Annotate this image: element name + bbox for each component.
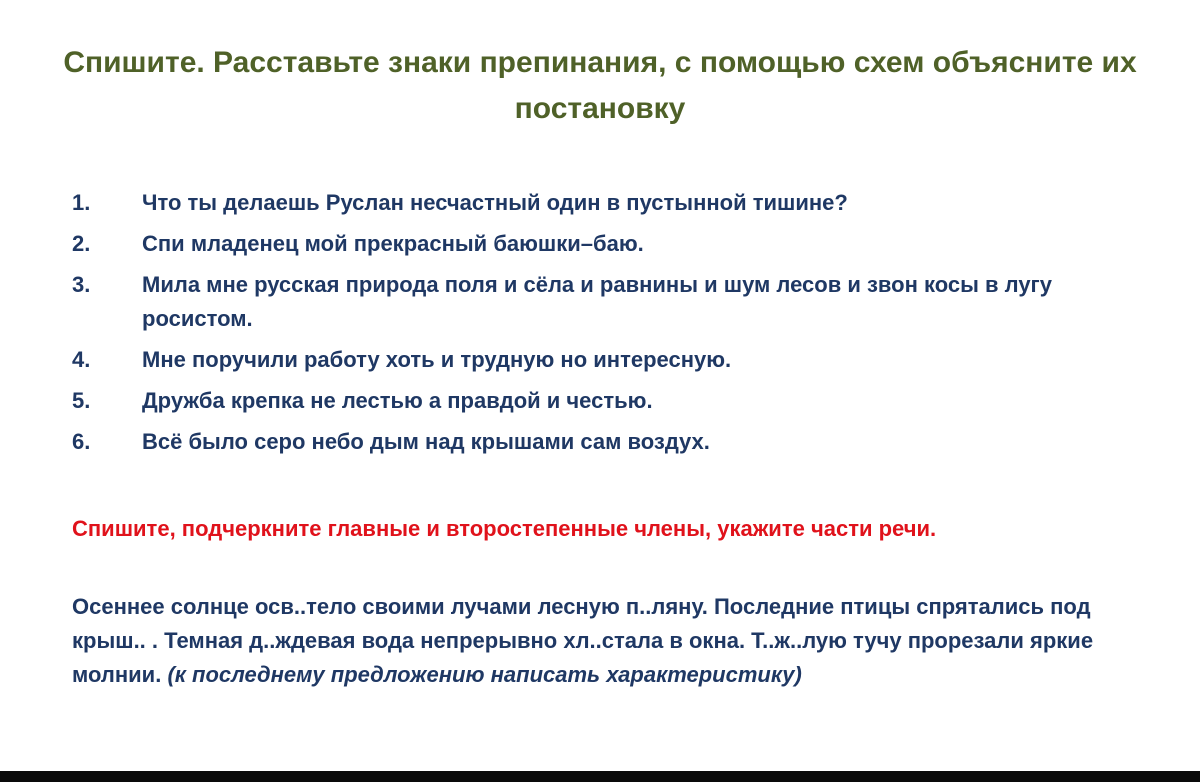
page-title: Спишите. Расставьте знаки препинания, с помощью схем объясните их постановку — [63, 46, 1137, 125]
exercise-text: Осеннее солнце осв..тело своими лучами лесную п..ляну. Последние птицы спрятались под крыш.. . Темная д..ждевая вода непрерывно хл..стала в окна. Т..ж..лую тучу прорезали яркие молнии. — [72, 594, 1094, 687]
list-item — [72, 268, 1132, 336]
item-text: Мила мне русская природа поля и сёла и равнины и шум лесов и звон косы в лугу росистом. — [142, 272, 1052, 331]
second-task-instruction: Спишите, подчеркните главные и второстепенные члены, укажите части речи. — [72, 516, 937, 541]
exercise-text-block — [72, 590, 1132, 692]
item-text: Что ты делаешь Руслан несчастный один в пустынной тишине? — [142, 190, 848, 215]
bottom-border — [0, 771, 1200, 782]
sentence-list — [72, 186, 1132, 466]
item-text: Дружба крепка не лестью а правдой и честью. — [142, 388, 653, 413]
list-item — [72, 227, 1132, 261]
list-item — [72, 425, 1132, 459]
item-text: Всё было серо небо дым над крышами сам воздух. — [142, 429, 710, 454]
item-number: 4. — [72, 347, 91, 372]
item-number: 5. — [72, 388, 91, 413]
item-number: 2. — [72, 231, 91, 256]
list-item — [72, 186, 1132, 220]
list-item — [72, 384, 1132, 418]
item-text: Спи младенец мой прекрасный баюшки–баю. — [142, 231, 644, 256]
item-text: Мне поручили работу хоть и трудную но интересную. — [142, 347, 732, 372]
item-number: 3. — [72, 272, 91, 297]
list-item — [72, 343, 1132, 377]
item-number: 1. — [72, 190, 91, 215]
item-number: 6. — [72, 429, 91, 454]
exercise-note: (к последнему предложению написать характеристику) — [167, 662, 802, 687]
